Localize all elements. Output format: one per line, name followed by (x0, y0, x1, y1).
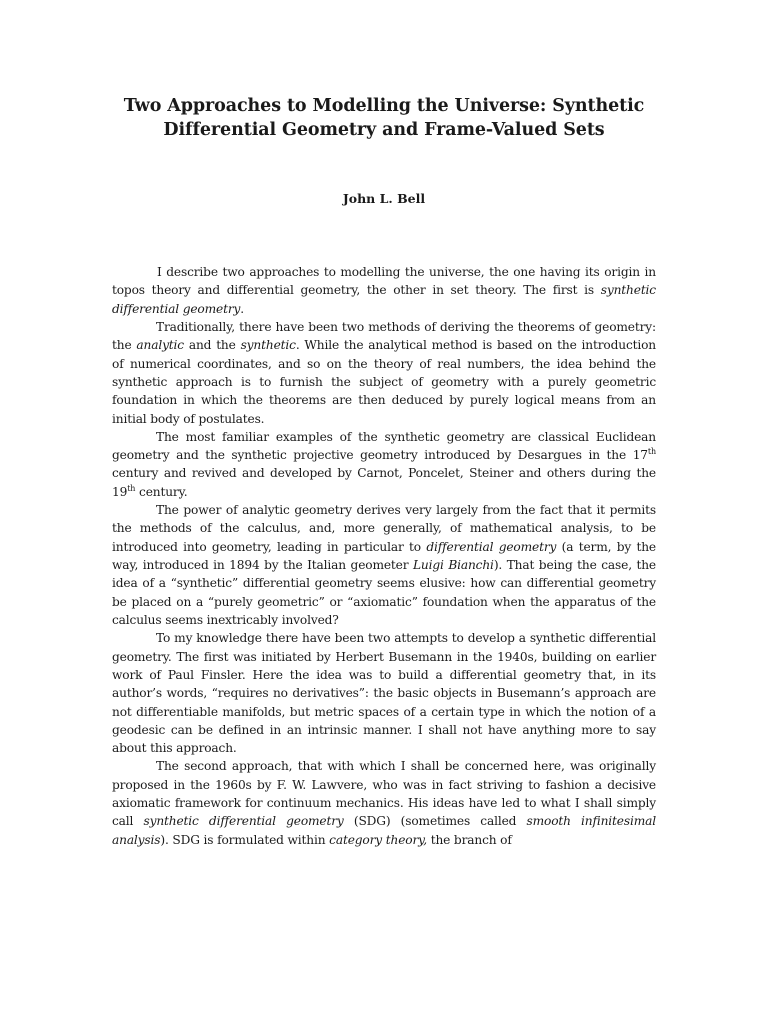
italic-term: analytic (136, 338, 184, 353)
paragraph-5: To my knowledge there have been two attempts to develop a synthetic differential geometry. The first was initiated by Herbert Busemann in the 1940s, building on earlier work of Paul Finsler. Here the idea was to build a differential geometry that, in its author’s words, “requires no derivatives”: the basic objects in Busemann’s approach are not differentiable manifolds, but metric spaces of a certain type in which the notion of a geodesic can be defined in an intrinsic manner. I shall not have anything more to say about this approach. (112, 631, 656, 756)
paragraph-1: I describe two approaches to modelling the universe, the one having its origin in topos theory and differential geometry, the other in set theory. The first is synthetic differential geometry. (112, 265, 656, 316)
italic-term: synthetic differential geometry (112, 283, 656, 316)
italic-term: smooth infinitesimal analysis (112, 814, 656, 847)
paper-title: Two Approaches to Modelling the Universe: Synthetic Differential Geometry and Frame-Valued Sets (123, 96, 645, 140)
paragraph-6: The second approach, that with which I shall be concerned here, was originally proposed in the 1960s by F. W. Lawvere, who was in fact striving to fashion a decisive axiomatic framework for continuum mechanics. His ideas have led to what I shall simply call synthetic differential geometry (SDG) (sometimes called smooth infinitesimal analysis). SDG is formulated within category theory, the branch of (112, 759, 656, 847)
ordinal-suffix: th (647, 447, 656, 457)
paper-body (112, 263, 656, 849)
ordinal-suffix: th (127, 483, 136, 493)
italic-term: category theory, (329, 832, 427, 847)
paragraph-3: The most familiar examples of the synthetic geometry are classical Euclidean geometry and the synthetic projective geometry introduced by Desargues in the 17th century and revived and developed by Carnot, Poncelet, Steiner and others during the 19th century. (112, 429, 656, 499)
italic-term: differential geometry (426, 539, 557, 554)
italic-name: Luigi Bianchi (412, 558, 494, 572)
italic-term: synthetic differential geometry (143, 814, 344, 829)
paragraph-2: Traditionally, there have been two methods of deriving the theorems of geometry: the analytic and the synthetic. While the analytical method is based on the introduction of numerical coordinates, and so on the theory of real numbers, the idea behind the synthetic approach is to furnish the subject of geometry with a purely geometric foundation in which the theorems are then deduced by purely logical means from an initial body of postulates. (112, 319, 657, 426)
italic-term: synthetic (240, 338, 296, 353)
paragraph-4: The power of analytic geometry derives very largely from the fact that it permits the methods of the calculus, and, more generally, of mathematical analysis, to be introduced into geometry, leading in particular to differential geometry (a term, by the way, introduced in 1894 by the Italian geometer Luigi Bianchi). That being the case, the idea of a “synthetic” differential geometry seems elusive: how can differential geometry be placed on a “purely geometric” or “axiomatic” foundation when the apparatus of the calculus seems inextricably involved? (112, 503, 656, 627)
author-name: John L. Bell (342, 191, 426, 206)
